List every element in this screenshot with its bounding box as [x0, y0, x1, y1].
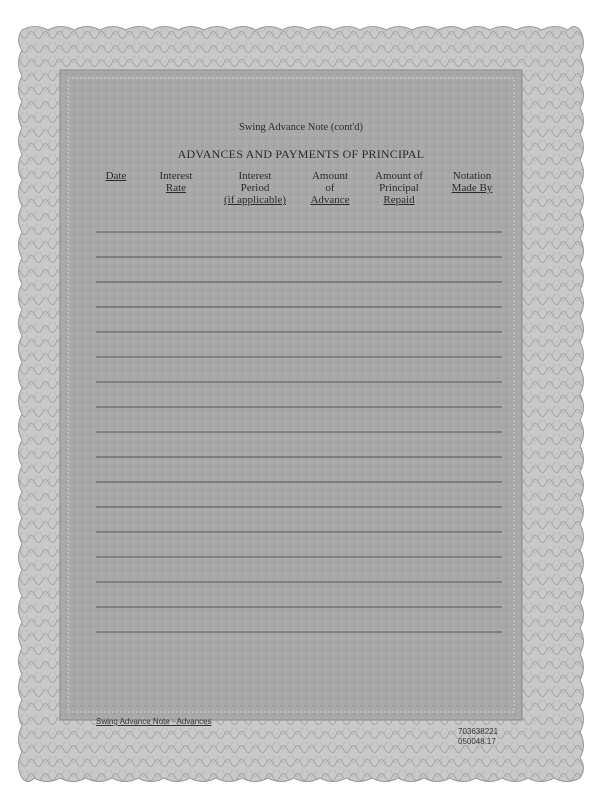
column-header-principal-repaid — [362, 170, 436, 206]
header-line: (if applicable) — [224, 194, 286, 206]
header-line: Amount of — [375, 170, 423, 182]
column-header-interest-period — [214, 170, 296, 206]
header-line: Interest — [159, 170, 193, 182]
header-line: Date — [105, 170, 127, 182]
header-line: Interest — [238, 170, 272, 182]
header-line: Repaid — [383, 194, 415, 206]
header-line: Principal — [379, 182, 419, 194]
header-line: Rate — [165, 182, 187, 194]
header-line: Made By — [451, 182, 493, 194]
footer-code: 703638221 — [458, 727, 499, 736]
column-header-date — [94, 170, 138, 182]
header-line: Period — [240, 182, 270, 194]
column-header-interest-rate — [146, 170, 206, 194]
header-line: Notation — [452, 170, 492, 182]
column-header-notation — [440, 170, 504, 194]
footer-code: 050048.17 — [458, 737, 496, 746]
header-line: Amount — [311, 170, 349, 182]
section-heading: ADVANCES AND PAYMENTS OF PRINCIPAL — [177, 147, 425, 161]
header-line: of — [325, 182, 335, 194]
footer-document-name: Swing Advance Note - Advances — [96, 717, 212, 726]
inner-panel — [60, 70, 522, 720]
column-header-amount-of-advance — [300, 170, 360, 206]
document-title: Swing Advance Note (cont'd) — [238, 122, 364, 133]
header-line: Advance — [310, 194, 350, 206]
